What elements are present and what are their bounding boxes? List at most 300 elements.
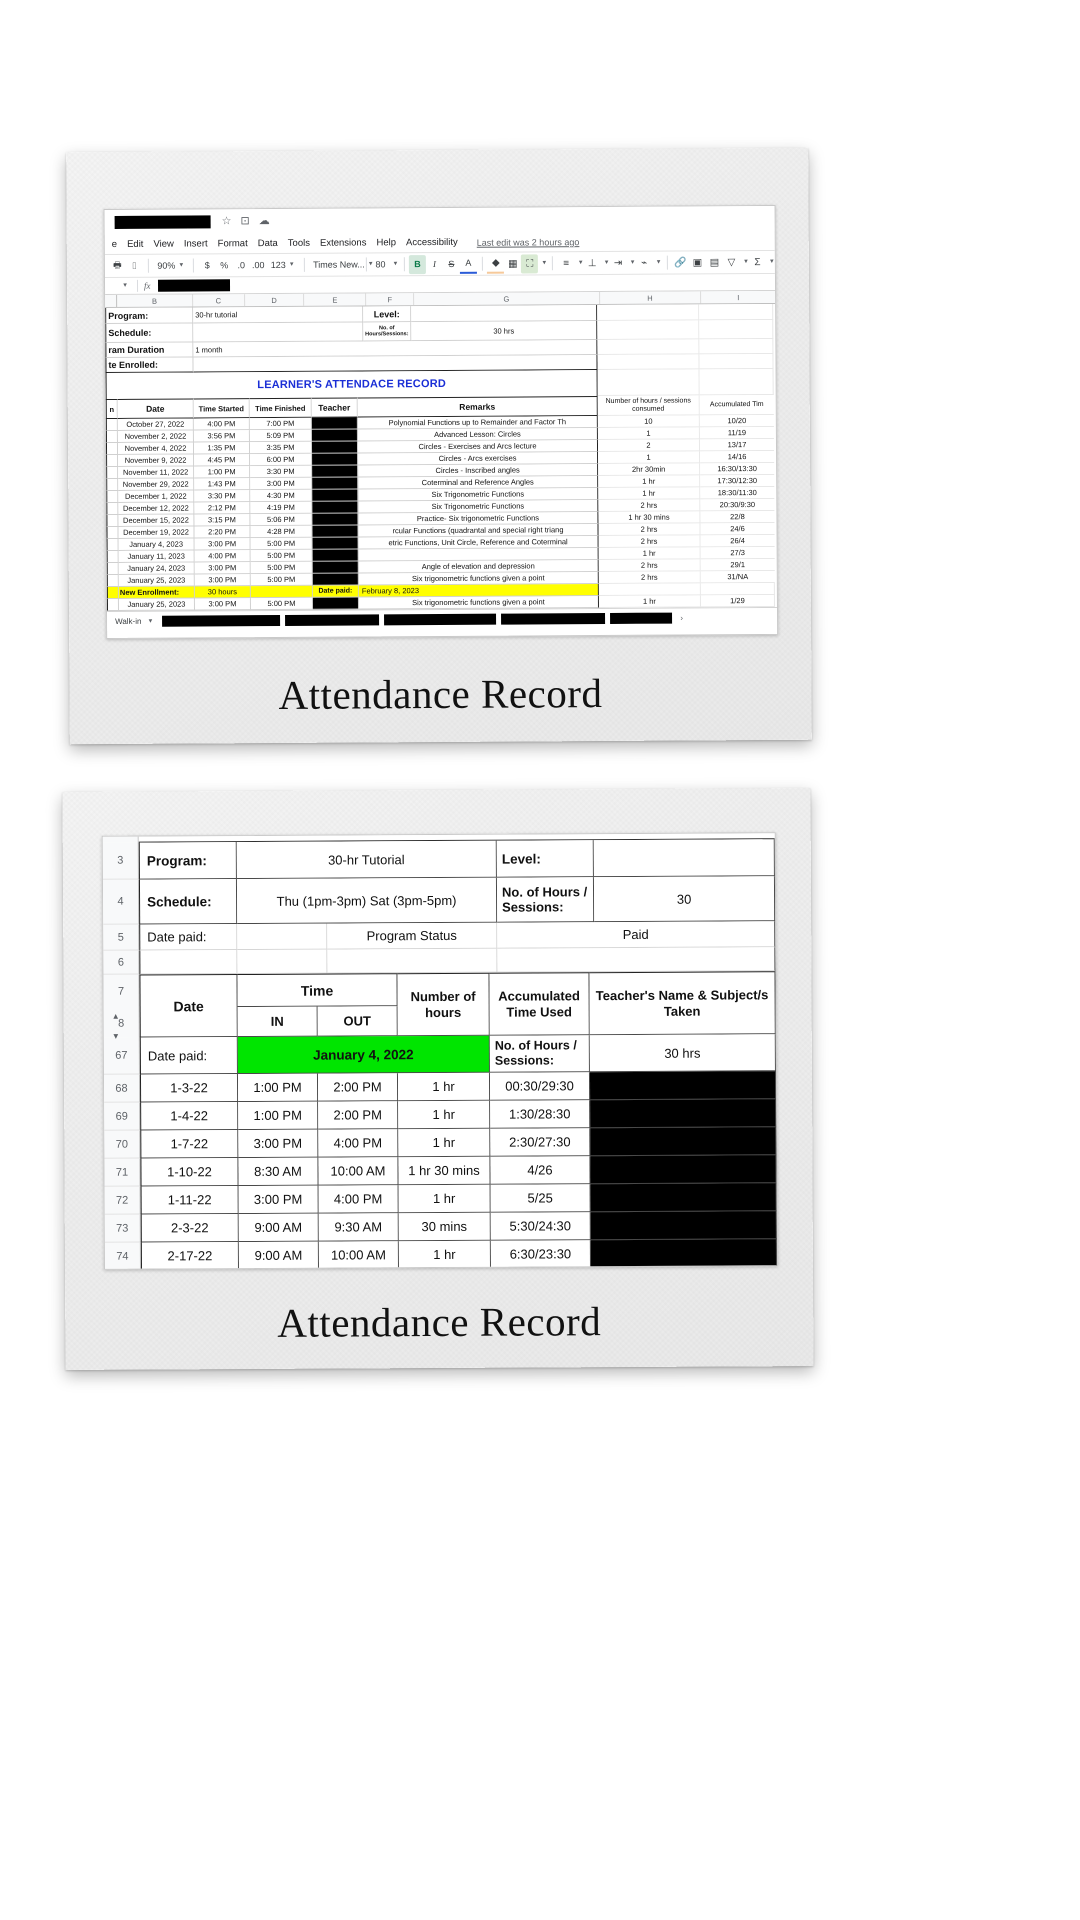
cell-end[interactable]: 4:30 PM <box>250 490 312 502</box>
record-title[interactable] <box>106 370 598 399</box>
cell-n[interactable] <box>106 419 118 431</box>
filter-icon[interactable]: ▽ <box>727 256 736 268</box>
cell-accumulated-time[interactable]: 29/1 <box>701 559 775 571</box>
cell-teacher-redacted-2[interactable] <box>591 1183 777 1212</box>
cell-hours-consumed[interactable]: 10 <box>598 415 700 428</box>
cell-teacher-redacted-2[interactable] <box>591 1267 777 1270</box>
cell-date[interactable]: November 4, 2022 <box>118 442 194 454</box>
cell-date-2[interactable]: 1-7-22 <box>140 1130 238 1159</box>
menu-item-help[interactable]: Help <box>376 237 397 249</box>
value-program-duration[interactable]: 1 month <box>193 340 597 357</box>
column-header-D[interactable]: D <box>245 294 305 306</box>
row-header-6[interactable]: 6 <box>103 951 139 975</box>
cell-remarks[interactable]: Circles - Inscribed angles <box>358 464 598 477</box>
insert-image-icon[interactable]: ▤ <box>709 256 720 268</box>
cell-end[interactable]: 3:30 PM <box>250 466 312 478</box>
document-title-redacted[interactable] <box>115 215 211 229</box>
cell-date-2[interactable]: 1-11-22 <box>141 1186 239 1215</box>
row-header-71[interactable]: 71 <box>104 1159 140 1187</box>
cell-date-2[interactable]: 2-3-22 <box>141 1214 239 1243</box>
row-header-4[interactable]: 4 <box>103 880 139 925</box>
row-header-69[interactable]: 69 <box>104 1103 140 1131</box>
cell-accum-2[interactable]: 4/26 <box>490 1156 590 1185</box>
cell-accum-2[interactable]: 5:30/24:30 <box>491 1212 591 1241</box>
cell-remarks[interactable]: Practice- Six trigonometric Functions <box>358 512 598 525</box>
label-level[interactable]: Level: <box>363 306 411 322</box>
cell-end[interactable]: 5:00 PM <box>251 598 313 610</box>
cell-teacher-redacted-2[interactable] <box>590 1099 776 1128</box>
cell-H-blank[interactable] <box>598 369 700 396</box>
cell-n[interactable] <box>106 491 118 503</box>
cell-n[interactable] <box>106 479 118 491</box>
cell-teacher-redacted[interactable] <box>312 465 358 477</box>
cell-date[interactable]: November 11, 2022 <box>118 466 194 478</box>
font-family-dropdown[interactable]: Times New... ▼ <box>313 259 374 270</box>
cell-n[interactable] <box>106 467 118 479</box>
value-level-2[interactable] <box>594 839 775 877</box>
column-header-I[interactable]: I <box>737 292 740 302</box>
column-header-B[interactable]: B <box>117 295 193 307</box>
header-time-2[interactable]: Time <box>237 973 397 1007</box>
cell-teacher-redacted[interactable] <box>312 441 358 453</box>
cell-accumulated-time[interactable]: 14/16 <box>700 451 774 463</box>
cell-n[interactable] <box>106 527 118 539</box>
cell-n[interactable] <box>107 551 119 563</box>
cell-hours-consumed[interactable]: 1 hr <box>598 475 700 488</box>
cell-H-blank[interactable] <box>597 304 699 321</box>
label-hours-sessions-2[interactable]: No. of Hours / Sessions: <box>497 877 594 923</box>
cell-in-2[interactable]: 9:00 AM <box>239 1214 319 1242</box>
value-schedule[interactable] <box>193 322 363 342</box>
value-hours-sessions-2[interactable]: 30 <box>594 876 775 922</box>
freeze-handle-up-icon[interactable]: ▲ <box>111 1011 120 1021</box>
paint-format-icon[interactable]: ⌷ <box>131 260 138 271</box>
cell-n[interactable] <box>106 515 118 527</box>
chevron-down-icon[interactable]: ▼ <box>147 618 154 625</box>
cell-H-blank[interactable] <box>599 583 701 596</box>
label-program-2[interactable]: Program: <box>139 842 237 880</box>
cell-start[interactable]: 3:00 PM <box>195 598 251 610</box>
date-paid-value[interactable]: February 8, 2023 <box>359 584 599 597</box>
label-level-2[interactable]: Level: <box>497 840 594 878</box>
cell-I-blank[interactable] <box>700 369 774 395</box>
sheet-tab-redacted[interactable] <box>610 613 672 624</box>
date-paid-label[interactable]: Date paid: <box>313 585 359 597</box>
comment-icon[interactable]: ▣ <box>692 256 703 268</box>
font-size-caret-icon[interactable]: ▼ <box>392 261 399 268</box>
cell-start[interactable]: 4:00 PM <box>194 418 250 430</box>
cell-accumulated-time[interactable]: 17:30/12:30 <box>700 475 774 487</box>
cell-accumulated-time[interactable]: 26/4 <box>701 535 775 547</box>
value-program[interactable]: 30-hr tutorial <box>193 306 363 323</box>
cell-in-2[interactable]: 8:30 AM <box>238 1158 318 1186</box>
zoom-level-dropdown[interactable]: 90% ▼ <box>157 260 185 271</box>
cell-hours-2[interactable]: 1 hr <box>398 1101 490 1129</box>
horizontal-align-icon[interactable]: ≡ <box>563 257 570 269</box>
cell-date[interactable]: January 11, 2023 <box>119 550 195 562</box>
name-box[interactable]: ▼ <box>122 282 129 289</box>
cell-hours-consumed[interactable]: 2 hrs <box>599 571 701 584</box>
cell-remarks[interactable]: Six Trigonometric Functions <box>358 500 598 513</box>
cell-I-blank[interactable] <box>699 354 773 369</box>
cell-accum-2[interactable]: 5/25 <box>491 1184 591 1213</box>
last-edit-status[interactable]: Last edit was 2 hours ago <box>476 236 580 248</box>
valign-caret-icon[interactable]: ▼ <box>603 259 610 266</box>
bold-button[interactable]: B <box>409 255 426 274</box>
cell-blank[interactable] <box>237 950 327 974</box>
cell-H-blank[interactable] <box>597 339 699 355</box>
cell-teacher-redacted[interactable] <box>312 489 358 501</box>
merge-cells-icon[interactable]: ⛶ <box>521 254 538 273</box>
row-header-7[interactable]: 7 <box>117 985 125 998</box>
decrease-decimal-button[interactable]: .0 <box>237 260 245 271</box>
cell-in-2[interactable]: 3:00 PM <box>238 1130 318 1158</box>
cell-accumulated-time[interactable]: 22/8 <box>700 511 774 523</box>
menu-item-file[interactable]: e <box>111 238 118 250</box>
cell-remarks[interactable]: Six Trigonometric Functions <box>358 488 598 501</box>
cell-n[interactable] <box>106 503 118 515</box>
cell-start[interactable]: 4:45 PM <box>194 454 250 466</box>
row-header-3[interactable]: 3 <box>103 843 139 880</box>
row-header-68[interactable]: 68 <box>104 1075 140 1103</box>
cell-accumulated-time[interactable]: 11/19 <box>700 427 774 439</box>
menu-item-edit[interactable]: Edit <box>127 238 144 250</box>
cell-date-2[interactable]: 1-3-22 <box>140 1074 238 1103</box>
increase-decimal-button[interactable]: .00 <box>251 260 265 271</box>
cell-hours-consumed[interactable]: 2 hrs <box>599 535 701 548</box>
text-color-button[interactable]: A <box>460 254 477 273</box>
cell-remarks[interactable]: etric Functions, Unit Circle, Reference and Coterminal <box>359 536 599 549</box>
label-program-duration[interactable]: ram Duration <box>105 342 193 358</box>
cell-date[interactable]: January 25, 2023 <box>119 574 195 586</box>
percent-format-button[interactable]: % <box>220 260 229 271</box>
star-icon[interactable]: ☆ <box>221 215 232 228</box>
filter-caret-icon[interactable]: ▼ <box>742 259 749 266</box>
cell-n[interactable] <box>106 443 118 455</box>
cell-out-2[interactable]: 2:00 PM <box>318 1101 398 1129</box>
header-hours-consumed[interactable] <box>598 395 700 416</box>
header-n[interactable]: n <box>106 399 118 419</box>
cell-teacher-redacted[interactable] <box>312 417 358 429</box>
label-program[interactable]: Program: <box>105 307 193 324</box>
cell-teacher-redacted[interactable] <box>312 501 358 513</box>
header-teacher-2[interactable]: Teacher's Name & Subject/s Taken <box>589 971 775 1035</box>
menu-item-accessibility[interactable]: Accessibility <box>405 236 458 249</box>
cell-start[interactable]: 3:00 PM <box>195 538 251 550</box>
header-number-of-hours[interactable]: Number of hours <box>397 973 489 1036</box>
cell-teacher-redacted[interactable] <box>312 453 358 465</box>
cell-I-blank[interactable] <box>701 583 775 595</box>
print-icon[interactable]: 🖶 <box>113 259 122 270</box>
cell-date[interactable]: January 24, 2023 <box>119 562 195 574</box>
menu-item-tools[interactable]: Tools <box>287 237 311 249</box>
cell-teacher-redacted[interactable] <box>313 537 359 549</box>
cell-date[interactable]: November 9, 2022 <box>118 454 194 466</box>
label-datepaid-2[interactable]: Date paid: <box>139 924 237 951</box>
row-header-5[interactable]: 5 <box>103 925 139 951</box>
cell-teacher-redacted-2[interactable] <box>590 1155 776 1184</box>
cell-blank[interactable] <box>497 947 775 972</box>
number-format-dropdown[interactable]: 123 ▼ <box>270 259 295 271</box>
cell-hours-2[interactable]: 1 hr <box>398 1129 490 1157</box>
header-remarks[interactable]: Remarks <box>358 396 598 417</box>
cell-start[interactable]: 3:00 PM <box>195 562 251 574</box>
datepaid-label-2[interactable]: Date paid: <box>140 1037 238 1075</box>
sheet-tab-walkin[interactable] <box>111 617 157 626</box>
cell-remarks[interactable]: Polynomial Functions up to Remainder and Factor Th <box>358 416 598 429</box>
column-header-F[interactable]: F <box>366 293 414 305</box>
column-header-G[interactable]: G <box>414 292 600 305</box>
header-date-2[interactable]: Date <box>139 974 237 1038</box>
cell-teacher-redacted[interactable] <box>313 549 359 561</box>
text-rotation-icon[interactable]: ⌁ <box>641 257 648 269</box>
freeze-handle-down-icon[interactable]: ▼ <box>111 1031 120 1041</box>
label-date-enrolled[interactable]: te Enrolled: <box>105 357 193 373</box>
row-header-70[interactable]: 70 <box>104 1131 140 1159</box>
sheet-tab-redacted[interactable] <box>285 614 379 626</box>
cell-n-blank[interactable] <box>107 587 119 599</box>
cell-hours-consumed[interactable]: 2 hrs <box>599 559 701 572</box>
cell-remarks[interactable]: Coterminal and Reference Angles <box>358 476 598 489</box>
cell-end[interactable]: 4:19 PM <box>250 502 312 514</box>
cell-teacher-redacted[interactable] <box>312 525 358 537</box>
cell-blank[interactable] <box>237 924 327 950</box>
text-wrap-icon[interactable]: ⇥ <box>613 257 623 269</box>
cell-accum-2[interactable]: 6:30/23:30 <box>491 1240 591 1269</box>
cell-teacher-redacted-2[interactable] <box>591 1239 777 1268</box>
cell-date[interactable]: November 2, 2022 <box>118 430 194 442</box>
header-in[interactable]: IN <box>238 1007 318 1037</box>
vertical-align-icon[interactable]: ⊥ <box>587 257 597 269</box>
cell-hours-consumed[interactable]: 2 hrs <box>598 523 700 536</box>
cell-hours-consumed[interactable]: 1 hr <box>599 547 701 560</box>
cell-out-2[interactable]: 4:00 PM <box>318 1129 398 1157</box>
cell-hours[interactable]: 1 hr <box>599 595 701 608</box>
cell-in-2[interactable]: 1:00 PM <box>238 1102 318 1130</box>
cell-hours-2[interactable]: 1 hr <box>399 1241 491 1269</box>
value-program-status[interactable]: Paid <box>497 921 775 948</box>
sheet-tab-redacted[interactable] <box>162 615 280 627</box>
cell-accum[interactable]: 1/29 <box>701 595 775 607</box>
cell-I-blank[interactable] <box>699 339 773 354</box>
cell-accum-2[interactable]: 2:30/27:30 <box>490 1128 590 1157</box>
cell-out-2[interactable]: 9:30 AM <box>319 1213 399 1241</box>
borders-icon[interactable]: ▦ <box>508 258 518 270</box>
cell-date[interactable]: December 1, 2022 <box>118 490 194 502</box>
column-header-E[interactable]: E <box>304 293 366 305</box>
label-program-status[interactable]: Program Status <box>327 923 497 950</box>
cell-start[interactable]: 1:35 PM <box>194 442 250 454</box>
cell-hours-consumed[interactable]: 1 <box>598 427 700 440</box>
cell-n[interactable] <box>106 455 118 467</box>
header-accumulated-time[interactable]: Accumulated Tim <box>700 395 774 415</box>
cell-accumulated-time[interactable]: 13/17 <box>700 439 774 451</box>
wrap-caret-icon[interactable]: ▼ <box>629 259 636 266</box>
italic-button[interactable]: I <box>432 259 436 270</box>
font-size-input[interactable]: 80 <box>375 259 386 270</box>
label-hours-sessions[interactable] <box>363 322 411 341</box>
cell-teacher-redacted[interactable] <box>313 573 359 585</box>
cell-remarks[interactable]: Circles - Exercises and Arcs lecture <box>358 440 598 453</box>
cell-accumulated-time[interactable]: 27/3 <box>701 547 775 559</box>
menu-item-insert[interactable]: Insert <box>183 238 208 250</box>
value-hours-sessions[interactable]: 30 hrs <box>411 321 597 341</box>
cell-in-2[interactable]: 3:00 PM <box>239 1186 319 1214</box>
cell-date-2[interactable]: 1-10-22 <box>140 1158 238 1187</box>
cell-hours-2[interactable] <box>399 1269 491 1270</box>
header-time-started[interactable]: Time Started <box>194 398 250 418</box>
column-header-C[interactable]: C <box>193 294 245 306</box>
cell-remarks[interactable]: Six trigonometric functions given a point <box>359 572 599 585</box>
cell-end[interactable]: 3:00 PM <box>250 478 312 490</box>
row-header-73[interactable]: 73 <box>105 1215 141 1243</box>
cell-end[interactable]: 4:28 PM <box>250 526 312 538</box>
corner-select-all[interactable] <box>105 295 117 307</box>
cell-n[interactable] <box>107 599 119 611</box>
functions-icon[interactable]: Σ <box>754 256 761 268</box>
cell-out-2[interactable] <box>319 1269 399 1270</box>
cell-date-2[interactable]: 2-17-22 <box>141 1242 239 1270</box>
cell-teacher-redacted[interactable] <box>313 561 359 573</box>
fill-color-icon[interactable]: ◆ <box>487 254 504 273</box>
new-enrollment-hours[interactable]: 30 hours <box>195 586 251 598</box>
cell-accum-2[interactable] <box>491 1268 591 1270</box>
cell-start[interactable]: 4:00 PM <box>195 550 251 562</box>
cell-remarks[interactable]: rcular Functions (quadrantal and special right triang <box>358 524 598 537</box>
cell-out-2[interactable]: 2:00 PM <box>318 1073 398 1101</box>
cell-start[interactable]: 1:00 PM <box>194 466 250 478</box>
cell-hours-2[interactable]: 1 hr <box>399 1185 491 1213</box>
cell-remarks[interactable]: Six trigonometric functions given a point <box>359 596 599 609</box>
cell-n[interactable] <box>106 431 118 443</box>
header-date[interactable]: Date <box>118 398 194 418</box>
cell-out-2[interactable]: 10:00 AM <box>319 1241 399 1269</box>
strikethrough-button[interactable]: S <box>448 258 455 269</box>
cell-end[interactable]: 3:35 PM <box>250 442 312 454</box>
header-time-finished[interactable]: Time Finished <box>250 398 312 418</box>
cell-date[interactable]: January 4, 2023 <box>119 538 195 550</box>
cell-end[interactable]: 5:06 PM <box>250 514 312 526</box>
cell-start[interactable]: 3:15 PM <box>194 514 250 526</box>
new-enrollment-label[interactable]: New Enrollment: <box>119 586 195 598</box>
merge-caret-icon[interactable]: ▼ <box>541 260 548 267</box>
cell-teacher-redacted[interactable] <box>312 429 358 441</box>
cell-in-2[interactable]: 9:00 AM <box>239 1242 319 1270</box>
cell-out-2[interactable]: 4:00 PM <box>319 1185 399 1213</box>
cell-hours-2[interactable]: 1 hr 30 mins <box>398 1157 490 1185</box>
row-header-67[interactable]: 67 <box>104 1038 140 1075</box>
value-program-2[interactable]: 30-hr Tutorial <box>237 841 497 879</box>
cell-accum-2[interactable]: 00:30/29:30 <box>490 1072 590 1101</box>
functions-caret-icon[interactable]: ▼ <box>768 258 775 265</box>
cell-date[interactable]: December 15, 2022 <box>118 514 194 526</box>
cell-accumulated-time[interactable]: 10/20 <box>700 415 774 427</box>
cell-teacher-redacted-2[interactable] <box>590 1071 776 1100</box>
cell-end[interactable]: 5:00 PM <box>251 550 313 562</box>
header-accumulated-2[interactable]: Accumulated Time Used <box>489 972 589 1036</box>
cell-in-2[interactable]: 1:00 PM <box>238 1074 318 1102</box>
cell-accumulated-time[interactable]: 16:30/13:30 <box>700 463 774 475</box>
cell-end[interactable]: 5:00 PM <box>251 562 313 574</box>
cell-H-blank[interactable] <box>597 354 699 370</box>
halign-caret-icon[interactable]: ▼ <box>577 260 584 267</box>
cell-date[interactable]: November 29, 2022 <box>118 478 194 490</box>
menu-item-extensions[interactable]: Extensions <box>319 237 367 249</box>
cell-remarks[interactable]: Angle of elevation and depression <box>359 560 599 573</box>
sheet-tab-redacted[interactable] <box>501 613 605 625</box>
cell-start[interactable]: 3:00 PM <box>195 574 251 586</box>
cell-hours-consumed[interactable]: 1 hr <box>598 487 700 500</box>
cell-start[interactable]: 2:20 PM <box>194 526 250 538</box>
cell-end[interactable]: 7:00 PM <box>250 418 312 430</box>
cell-I-blank[interactable] <box>699 304 773 320</box>
move-to-folder-icon[interactable]: ⊡ <box>240 215 250 228</box>
sheet-tab-redacted[interactable] <box>384 614 496 626</box>
datepaid-hours-value[interactable]: 30 hrs <box>590 1034 776 1072</box>
cell-accumulated-time[interactable]: 18:30/11:30 <box>700 487 774 499</box>
cell-hours-consumed[interactable]: 2hr 30min <box>598 463 700 476</box>
cell-teacher-redacted[interactable] <box>312 477 358 489</box>
cell-date[interactable]: October 27, 2022 <box>118 418 194 430</box>
cell-hours-consumed[interactable]: 1 hr 30 mins <box>598 511 700 524</box>
cell-teacher-redacted[interactable] <box>313 597 359 609</box>
value-level[interactable] <box>411 305 597 322</box>
cell-accumulated-time[interactable]: 20:30/9:30 <box>700 499 774 511</box>
cell-teacher-redacted-2[interactable] <box>590 1127 776 1156</box>
cell-start[interactable]: 2:12 PM <box>194 502 250 514</box>
cell-blank[interactable] <box>251 586 313 598</box>
cell-end[interactable]: 5:09 PM <box>250 430 312 442</box>
cell-end[interactable]: 6:00 PM <box>250 454 312 466</box>
cell-hours-consumed[interactable]: 1 <box>598 451 700 464</box>
cell-blank[interactable] <box>139 950 237 975</box>
cell-H-blank[interactable] <box>597 320 699 340</box>
cell-start[interactable]: 3:30 PM <box>194 490 250 502</box>
cell-hours-2[interactable]: 30 mins <box>399 1213 491 1241</box>
cell-n[interactable] <box>107 575 119 587</box>
cell-I-blank[interactable] <box>699 320 773 339</box>
next-sheet-arrow-icon[interactable]: › <box>680 613 684 623</box>
cloud-status-icon[interactable]: ☁ <box>258 215 270 228</box>
row-header-72[interactable]: 72 <box>105 1187 141 1215</box>
cell-hours-consumed[interactable]: 2 <box>598 439 700 452</box>
row-header-8[interactable]: 8 <box>118 1017 125 1030</box>
menu-item-view[interactable]: View <box>153 238 174 250</box>
menu-item-format[interactable]: Format <box>217 238 248 250</box>
cell-date[interactable]: December 19, 2022 <box>118 526 194 538</box>
label-schedule-2[interactable]: Schedule: <box>139 879 237 925</box>
cell-teacher-redacted[interactable] <box>312 513 358 525</box>
cell-n[interactable] <box>107 539 119 551</box>
cell-blank[interactable] <box>327 949 497 974</box>
header-out[interactable]: OUT <box>318 1006 398 1036</box>
cell-date[interactable]: December 12, 2022 <box>118 502 194 514</box>
menu-item-data[interactable]: Data <box>257 237 278 250</box>
cell-out-2[interactable]: 10:00 AM <box>318 1157 398 1185</box>
cell-date-2[interactable]: 1-4-22 <box>140 1102 238 1131</box>
cell-accumulated-time[interactable]: 31/NA <box>701 571 775 583</box>
header-teacher[interactable]: Teacher <box>312 397 358 417</box>
formula-value-redacted[interactable] <box>157 279 229 291</box>
cell-n[interactable] <box>107 563 119 575</box>
cell-hours-consumed[interactable]: 2 hrs <box>598 499 700 512</box>
cell-teacher-redacted-2[interactable] <box>591 1211 777 1240</box>
rotation-caret-icon[interactable]: ▼ <box>655 259 662 266</box>
link-icon[interactable]: 🔗 <box>674 256 687 269</box>
label-schedule[interactable]: Schedule: <box>105 323 193 343</box>
cell-accumulated-time[interactable]: 24/6 <box>700 523 774 535</box>
column-header-H[interactable]: H <box>600 291 702 304</box>
